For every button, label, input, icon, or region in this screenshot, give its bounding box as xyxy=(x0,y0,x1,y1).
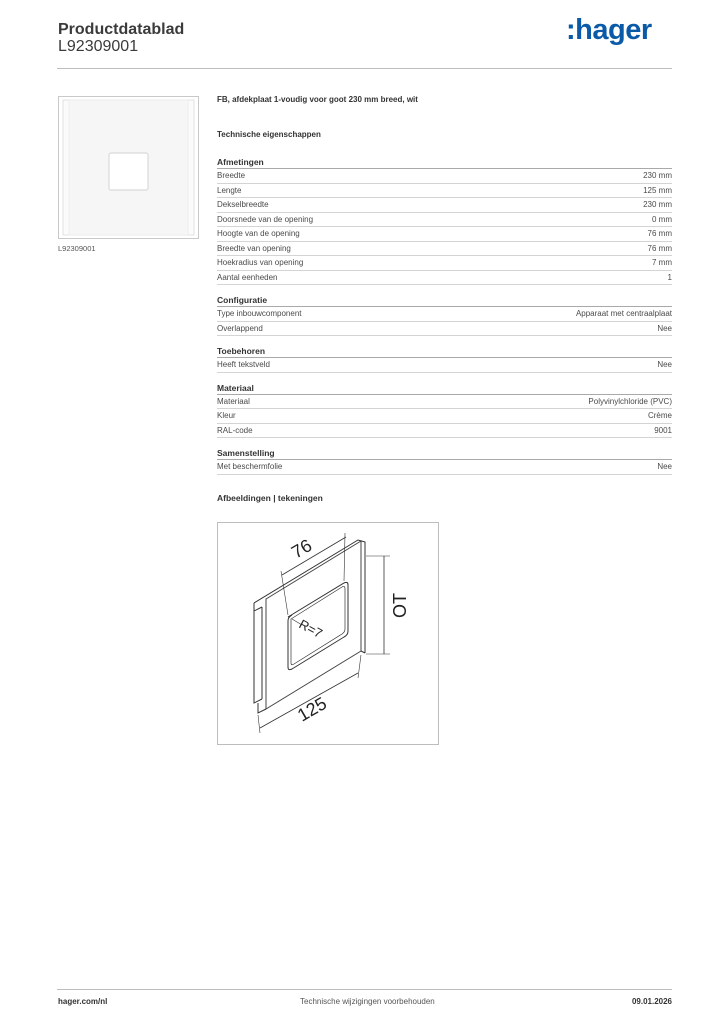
spec-row xyxy=(217,256,672,271)
spec-section xyxy=(217,294,672,336)
spec-value: 125 mm xyxy=(643,185,672,195)
spec-label: Heeft tekstveld xyxy=(217,360,270,369)
spec-label: Type inbouwcomponent xyxy=(217,309,302,318)
dim-length-label: 125 xyxy=(294,693,331,726)
spec-value: 76 mm xyxy=(647,229,672,238)
spec-label: Doorsnede van de opening xyxy=(217,214,314,224)
cover-plate-drawing-icon xyxy=(218,523,438,744)
spec-label: RAL-code xyxy=(217,425,253,435)
spec-value: 230 mm xyxy=(643,200,672,209)
spec-sections xyxy=(217,156,672,475)
spec-section xyxy=(217,447,672,475)
spec-value: Polyvinylchloride (PVC) xyxy=(588,396,672,406)
spec-row xyxy=(217,395,672,410)
dim-radius-label: R=7 xyxy=(296,616,326,642)
spec-value: 76 mm xyxy=(647,243,672,253)
spec-section xyxy=(217,156,672,285)
spec-value: 0 mm xyxy=(652,214,672,224)
section-title: Toebehoren xyxy=(217,345,672,358)
cover-plate-icon xyxy=(59,97,198,238)
spec-row xyxy=(217,307,672,322)
spec-label: Hoogte van de opening xyxy=(217,229,300,238)
footer-divider xyxy=(57,989,672,990)
spec-row xyxy=(217,460,672,475)
hager-logo xyxy=(566,14,652,47)
product-thumbnail xyxy=(58,96,199,239)
spec-row xyxy=(217,227,672,242)
logo-dot: : xyxy=(566,14,576,46)
section-title: Samenstelling xyxy=(217,447,672,460)
spec-row xyxy=(217,271,672,286)
spec-value: Apparaat met centraalplaat xyxy=(575,309,672,318)
spec-content xyxy=(217,95,672,503)
spec-value: 1 xyxy=(667,272,672,282)
spec-label: Aantal eenheden xyxy=(217,272,278,282)
spec-label: Overlappend xyxy=(217,323,263,333)
spec-label: Met beschermfolie xyxy=(217,462,283,471)
spec-row xyxy=(217,424,672,439)
spec-row xyxy=(217,242,672,257)
spec-label: Hoekradius van opening xyxy=(217,258,304,267)
spec-row xyxy=(217,358,672,373)
spec-value: 230 mm xyxy=(643,171,672,180)
spec-label: Breedte van opening xyxy=(217,243,291,253)
spec-label: Materiaal xyxy=(217,396,250,406)
spec-value: Nee xyxy=(657,360,672,369)
spec-label: Kleur xyxy=(217,411,236,420)
spec-value: 9001 xyxy=(654,425,672,435)
spec-value: Nee xyxy=(657,323,672,333)
spec-label: Lengte xyxy=(217,185,242,195)
dim-height-label: OT xyxy=(390,593,410,618)
spec-row xyxy=(217,213,672,228)
spec-label: Dekselbreedte xyxy=(217,200,269,209)
spec-value: Crème xyxy=(647,411,672,420)
logo-text: hager xyxy=(575,14,652,46)
footer-disclaimer: Technische wijzigingen voorbehouden xyxy=(300,997,435,1006)
footer-website[interactable]: hager.com/nl xyxy=(58,997,108,1006)
spec-row xyxy=(217,184,672,199)
footer-date: 09.01.2026 xyxy=(631,997,672,1006)
spec-row xyxy=(217,198,672,213)
thumbnail-caption: L92309001 xyxy=(58,244,96,253)
page-title: Productdatablad xyxy=(58,21,185,38)
images-heading: Afbeeldingen | tekeningen xyxy=(217,492,323,503)
spec-section xyxy=(217,382,672,439)
spec-row xyxy=(217,169,672,184)
spec-value: Nee xyxy=(657,462,672,471)
spec-section xyxy=(217,345,672,373)
spec-label: Breedte xyxy=(217,171,246,180)
spec-row xyxy=(217,322,672,337)
technical-drawing xyxy=(217,522,439,745)
header-divider xyxy=(57,68,672,69)
section-title: Configuratie xyxy=(217,294,672,307)
product-code: L92309001 xyxy=(58,38,139,55)
section-title: Materiaal xyxy=(217,382,672,395)
spec-value: 7 mm xyxy=(652,258,672,267)
tech-heading: Technische eigenschappen xyxy=(217,130,321,139)
product-description: FB, afdekplaat 1-voudig voor goot 230 mm breed, wit xyxy=(217,95,418,104)
dim-width-label: 76 xyxy=(288,535,316,563)
section-title: Afmetingen xyxy=(217,156,672,169)
spec-row xyxy=(217,409,672,424)
